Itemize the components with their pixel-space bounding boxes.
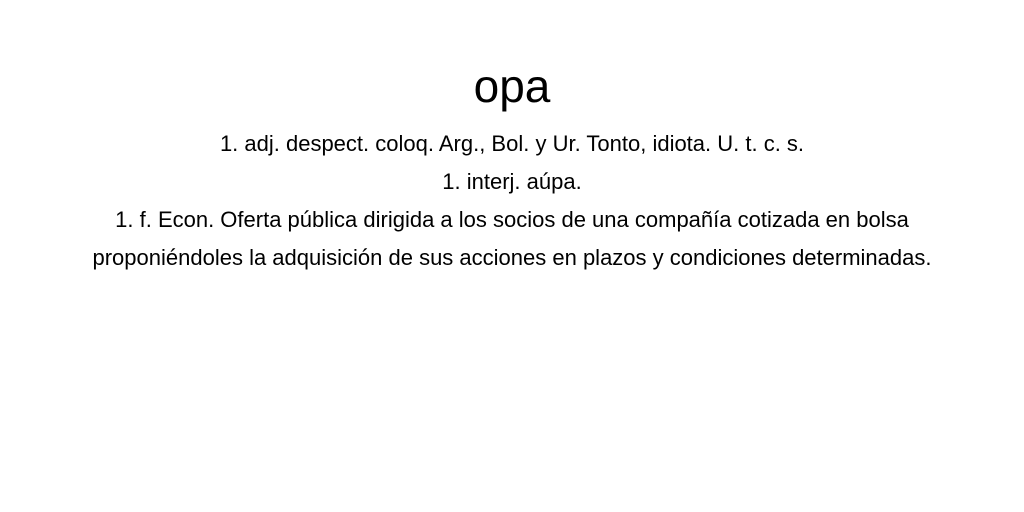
headword: opa xyxy=(473,60,551,112)
definition-list xyxy=(72,125,952,277)
definition-adjective: 1. adj. despect. coloq. Arg., Bol. y Ur. Tonto, idiota. U. t. c. s. xyxy=(219,131,805,156)
definition-feminine-noun: 1. f. Econ. Oferta pública dirigida a los socios de una compañía cotizada en bolsa proponiéndoles la adquisición de sus acciones en plazos y condiciones determinadas. xyxy=(92,207,932,270)
definition-interjection: 1. interj. aúpa. xyxy=(442,169,582,194)
